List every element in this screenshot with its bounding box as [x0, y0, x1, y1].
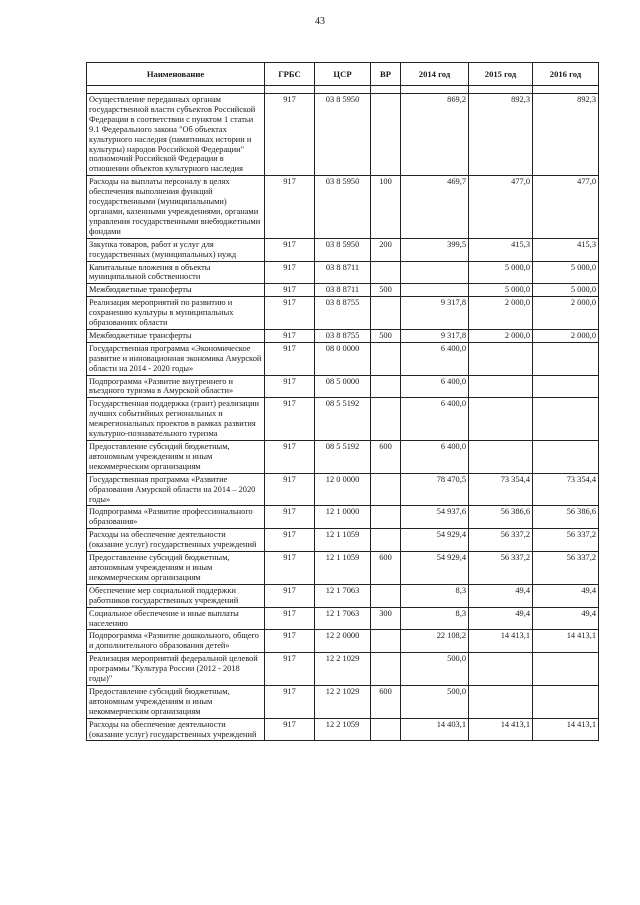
cell-y2016: 14 413,1 [533, 630, 599, 653]
cell-name: Предоставление субсидий бюджетным, автономным учреждениям и иным некоммерческим организациям [87, 685, 265, 718]
cell-grbs: 917 [265, 552, 315, 585]
table-row [87, 473, 599, 506]
cell-csr: 08 5 5192 [315, 441, 371, 474]
cell-csr: 03 8 5950 [315, 238, 371, 261]
cell-name: Осуществление переданных органам государственной власти субъектов Российской Федерации в соответствии с пунктом 1 статьи 9.1 Федерального закона "Об объектах культурного наследия (памятниках истории и культуры) народов Российской Федерации" полномочий Российской Федерации в отношении объектов культурного наследия [87, 94, 265, 176]
cell-grbs: 917 [265, 529, 315, 552]
table-row [87, 653, 599, 686]
cell-y2015 [469, 342, 533, 375]
cell-y2014: 869,2 [401, 94, 469, 176]
cell-name: Государственная программа «Развитие образования Амурской области на 2014 – 2020 годы» [87, 473, 265, 506]
cell-vr [371, 94, 401, 176]
cell-grbs: 917 [265, 261, 315, 284]
cell-y2014: 6 400,0 [401, 398, 469, 441]
cell-y2015: 56 386,6 [469, 506, 533, 529]
cell-y2015: 2 000,0 [469, 297, 533, 330]
cell-y2016: 14 413,1 [533, 718, 599, 741]
cell-csr: 12 2 1029 [315, 685, 371, 718]
table-row [87, 297, 599, 330]
header-2015: 2015 год [469, 63, 533, 86]
cell-y2016: 415,3 [533, 238, 599, 261]
cell-csr: 12 1 1059 [315, 529, 371, 552]
cell-name: Межбюджетные трансферты [87, 329, 265, 342]
table-row [87, 176, 599, 238]
cell-y2014: 9 317,8 [401, 297, 469, 330]
cell-grbs: 917 [265, 329, 315, 342]
cell-y2016: 477,0 [533, 176, 599, 238]
cell-vr [371, 529, 401, 552]
cell-y2014: 6 400,0 [401, 441, 469, 474]
cell-csr: 03 8 8755 [315, 329, 371, 342]
cell-csr: 12 1 0000 [315, 506, 371, 529]
cell-vr: 300 [371, 607, 401, 630]
cell-y2016: 56 337,2 [533, 552, 599, 585]
cell-y2014: 500,0 [401, 685, 469, 718]
cell-y2016: 5 000,0 [533, 284, 599, 297]
cell-grbs: 917 [265, 718, 315, 741]
cell-y2015: 2 000,0 [469, 329, 533, 342]
table-row [87, 718, 599, 741]
table-row [87, 506, 599, 529]
budget-table [86, 62, 599, 741]
cell-name: Подпрограмма «Развитие внутреннего и въездного туризма в Амурской области» [87, 375, 265, 398]
cell-y2015: 56 337,2 [469, 529, 533, 552]
cell-name: Предоставление субсидий бюджетным, автономным учреждениям и иным некоммерческим организациям [87, 441, 265, 474]
cell-grbs: 917 [265, 284, 315, 297]
table-row [87, 375, 599, 398]
cell-csr: 03 8 8711 [315, 261, 371, 284]
cell-y2016: 49,4 [533, 607, 599, 630]
cell-grbs: 917 [265, 607, 315, 630]
cell-y2014: 14 403,1 [401, 718, 469, 741]
cell-name: Реализация мероприятий по развитию и сохранению культуры в муниципальных образованиях области [87, 297, 265, 330]
cell-name: Расходы на обеспечение деятельности (оказание услуг) государственных учреждений [87, 718, 265, 741]
cell-y2015: 892,3 [469, 94, 533, 176]
cell-csr: 03 8 5950 [315, 94, 371, 176]
cell-csr: 03 8 8755 [315, 297, 371, 330]
cell-name: Предоставление субсидий бюджетным, автономным учреждениям и иным некоммерческим организациям [87, 552, 265, 585]
cell-csr: 12 1 7063 [315, 584, 371, 607]
cell-vr [371, 630, 401, 653]
cell-vr [371, 342, 401, 375]
cell-grbs: 917 [265, 473, 315, 506]
header-name: Наименование [87, 63, 265, 86]
cell-name: Закупка товаров, работ и услуг для государственных (муниципальных) нужд [87, 238, 265, 261]
cell-grbs: 917 [265, 441, 315, 474]
cell-y2014 [401, 261, 469, 284]
cell-vr [371, 653, 401, 686]
cell-y2016 [533, 653, 599, 686]
cell-name: Государственная программа «Экономическое развитие и инновационная экономика Амурской области на 2014 - 2020 годы» [87, 342, 265, 375]
cell-y2016 [533, 685, 599, 718]
cell-y2014: 399,5 [401, 238, 469, 261]
cell-name: Расходы на обеспечение деятельности (оказание услуг) государственных учреждений [87, 529, 265, 552]
table-row [87, 584, 599, 607]
cell-y2016: 2 000,0 [533, 329, 599, 342]
cell-csr: 12 2 0000 [315, 630, 371, 653]
cell-name: Обеспечение мер социальной поддержки работников государственных учреждений [87, 584, 265, 607]
cell-y2015: 14 413,1 [469, 630, 533, 653]
cell-grbs: 917 [265, 375, 315, 398]
cell-y2015: 477,0 [469, 176, 533, 238]
header-2014: 2014 год [401, 63, 469, 86]
cell-y2016 [533, 398, 599, 441]
cell-name: Реализация мероприятий федеральной целевой программы "Культура России (2012 - 2018 годы)" [87, 653, 265, 686]
cell-y2015: 415,3 [469, 238, 533, 261]
cell-vr: 600 [371, 685, 401, 718]
cell-vr [371, 506, 401, 529]
table-row [87, 552, 599, 585]
cell-csr: 08 5 0000 [315, 375, 371, 398]
cell-csr: 12 2 1059 [315, 718, 371, 741]
cell-y2016 [533, 441, 599, 474]
cell-y2015: 5 000,0 [469, 261, 533, 284]
cell-grbs: 917 [265, 297, 315, 330]
cell-vr [371, 297, 401, 330]
cell-y2016: 5 000,0 [533, 261, 599, 284]
cell-y2014: 9 317,8 [401, 329, 469, 342]
table-row [87, 261, 599, 284]
header-csr: ЦСР [315, 63, 371, 86]
cell-y2014: 500,0 [401, 653, 469, 686]
table-row [87, 238, 599, 261]
cell-vr [371, 718, 401, 741]
cell-grbs: 917 [265, 238, 315, 261]
cell-y2015 [469, 375, 533, 398]
cell-vr: 200 [371, 238, 401, 261]
cell-y2014: 54 929,4 [401, 552, 469, 585]
cell-grbs: 917 [265, 584, 315, 607]
cell-csr: 12 0 0000 [315, 473, 371, 506]
cell-name: Подпрограмма «Развитие дошкольного, общего и дополнительного образования детей» [87, 630, 265, 653]
cell-y2015 [469, 685, 533, 718]
cell-grbs: 917 [265, 342, 315, 375]
header-vr: ВР [371, 63, 401, 86]
table-row [87, 630, 599, 653]
cell-csr: 12 2 1029 [315, 653, 371, 686]
cell-vr: 600 [371, 552, 401, 585]
cell-name: Подпрограмма «Развитие профессионального образования» [87, 506, 265, 529]
cell-vr: 600 [371, 441, 401, 474]
cell-y2015 [469, 398, 533, 441]
cell-y2015: 14 413,1 [469, 718, 533, 741]
cell-csr: 08 5 5192 [315, 398, 371, 441]
cell-y2016: 56 337,2 [533, 529, 599, 552]
table-row [87, 441, 599, 474]
cell-vr [371, 375, 401, 398]
table-row [87, 685, 599, 718]
page-number: 43 [315, 16, 325, 27]
cell-y2014: 6 400,0 [401, 375, 469, 398]
cell-y2014: 469,7 [401, 176, 469, 238]
cell-y2016 [533, 342, 599, 375]
cell-y2015: 5 000,0 [469, 284, 533, 297]
cell-y2015 [469, 653, 533, 686]
cell-y2016: 49,4 [533, 584, 599, 607]
cell-grbs: 917 [265, 685, 315, 718]
cell-grbs: 917 [265, 398, 315, 441]
cell-vr: 500 [371, 284, 401, 297]
cell-y2014: 78 470,5 [401, 473, 469, 506]
cell-y2016: 56 386,6 [533, 506, 599, 529]
header-grbs: ГРБС [265, 63, 315, 86]
cell-y2016: 892,3 [533, 94, 599, 176]
table-row [87, 398, 599, 441]
cell-y2014: 8,3 [401, 584, 469, 607]
cell-name: Социальное обеспечение и иные выплаты населению [87, 607, 265, 630]
cell-vr [371, 584, 401, 607]
cell-vr: 100 [371, 176, 401, 238]
cell-y2014: 22 108,2 [401, 630, 469, 653]
cell-grbs: 917 [265, 653, 315, 686]
cell-y2016 [533, 375, 599, 398]
table-row [87, 94, 599, 176]
cell-grbs: 917 [265, 176, 315, 238]
table-row [87, 529, 599, 552]
cell-y2015: 56 337,2 [469, 552, 533, 585]
table-row [87, 607, 599, 630]
cell-grbs: 917 [265, 630, 315, 653]
cell-csr: 12 1 7063 [315, 607, 371, 630]
cell-csr: 08 0 0000 [315, 342, 371, 375]
cell-vr [371, 398, 401, 441]
cell-y2014: 6 400,0 [401, 342, 469, 375]
cell-vr [371, 473, 401, 506]
cell-csr: 03 8 5950 [315, 176, 371, 238]
cell-csr: 12 1 1059 [315, 552, 371, 585]
cell-name: Государственная поддержка (грант) реализации лучших событийных региональных и межрегиональных проектов в рамках развития культурно-познавательного туризма [87, 398, 265, 441]
cell-y2015: 49,4 [469, 607, 533, 630]
cell-vr [371, 261, 401, 284]
cell-name: Расходы на выплаты персоналу в целях обеспечения выполнения функций государственными (муниципальными) органами, казенными учреждениями, органами управления государственными внебюджетными фондами [87, 176, 265, 238]
cell-name: Межбюджетные трансферты [87, 284, 265, 297]
cell-y2014 [401, 284, 469, 297]
cell-y2015: 49,4 [469, 584, 533, 607]
cell-csr: 03 8 8711 [315, 284, 371, 297]
header-spacer-row [87, 86, 599, 94]
header-2016: 2016 год [533, 63, 599, 86]
table-row [87, 329, 599, 342]
cell-vr: 500 [371, 329, 401, 342]
table-row [87, 284, 599, 297]
cell-y2015 [469, 441, 533, 474]
cell-y2014: 8,3 [401, 607, 469, 630]
cell-y2014: 54 937,6 [401, 506, 469, 529]
cell-y2016: 73 354,4 [533, 473, 599, 506]
cell-grbs: 917 [265, 506, 315, 529]
cell-grbs: 917 [265, 94, 315, 176]
cell-y2015: 73 354,4 [469, 473, 533, 506]
header-row [87, 63, 599, 86]
cell-name: Капитальные вложения в объекты муниципальной собственности [87, 261, 265, 284]
cell-y2016: 2 000,0 [533, 297, 599, 330]
cell-y2014: 54 929,4 [401, 529, 469, 552]
table-row [87, 342, 599, 375]
